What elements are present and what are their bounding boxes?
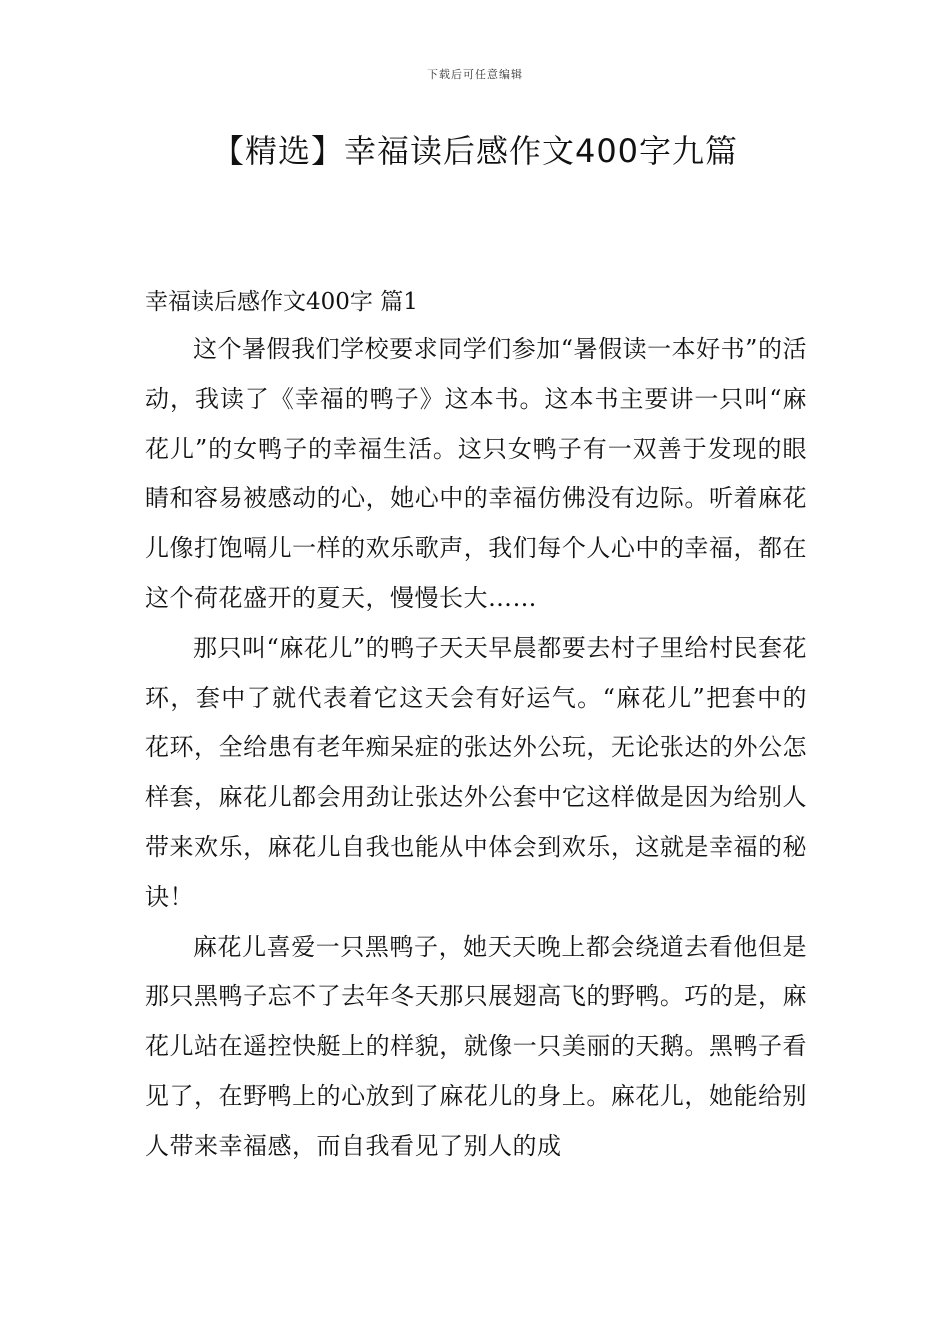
paragraph: 这个暑假我们学校要求同学们参加“暑假读一本好书”的活动，我读了《幸福的鸭子》这本书。这本书主要讲一只叫“麻花儿”的女鸭子的幸福生活。这只女鸭子有一双善于发现的眼睛和容易被感动的心，她心中的幸福仿佛没有边际。听着麻花儿像打饱嗝儿一样的欢乐歌声，我们每个人心中的幸福，都在这个荷花盛开的夏天，慢慢长大……: [145, 335, 807, 612]
document-title: 【精选】幸福读后感作文400字九篇: [211, 132, 739, 170]
paragraph: 麻花儿喜爱一只黑鸭子，她天天晚上都会绕道去看他但是那只黑鸭子忘不了去年冬天那只展翅高飞的野鸭。巧的是，麻花儿站在遥控快艇上的样貌，就像一只美丽的天鹅。黑鸭子看见了，在野鸭上的心放到了麻花儿的身上。麻花儿，她能给别人带来幸福感，而自我看见了别人的成: [145, 932, 807, 1160]
section-heading: 幸福读后感作文400字 篇1: [145, 289, 418, 315]
header-note: 下载后可任意编辑: [427, 68, 523, 81]
article-body: [145, 325, 807, 1172]
paragraph: 那只叫“麻花儿”的鸭子天天早晨都要去村子里给村民套花环，套中了就代表着它这天会有好运气。“麻花儿”把套中的花环，全给患有老年痴呆症的张达外公玩，无论张达的外公怎样套，麻花儿都会用劲让张达外公套中它这样做是因为给别人带来欢乐，麻花儿自我也能从中体会到欢乐，这就是幸福的秘诀！: [145, 633, 807, 911]
